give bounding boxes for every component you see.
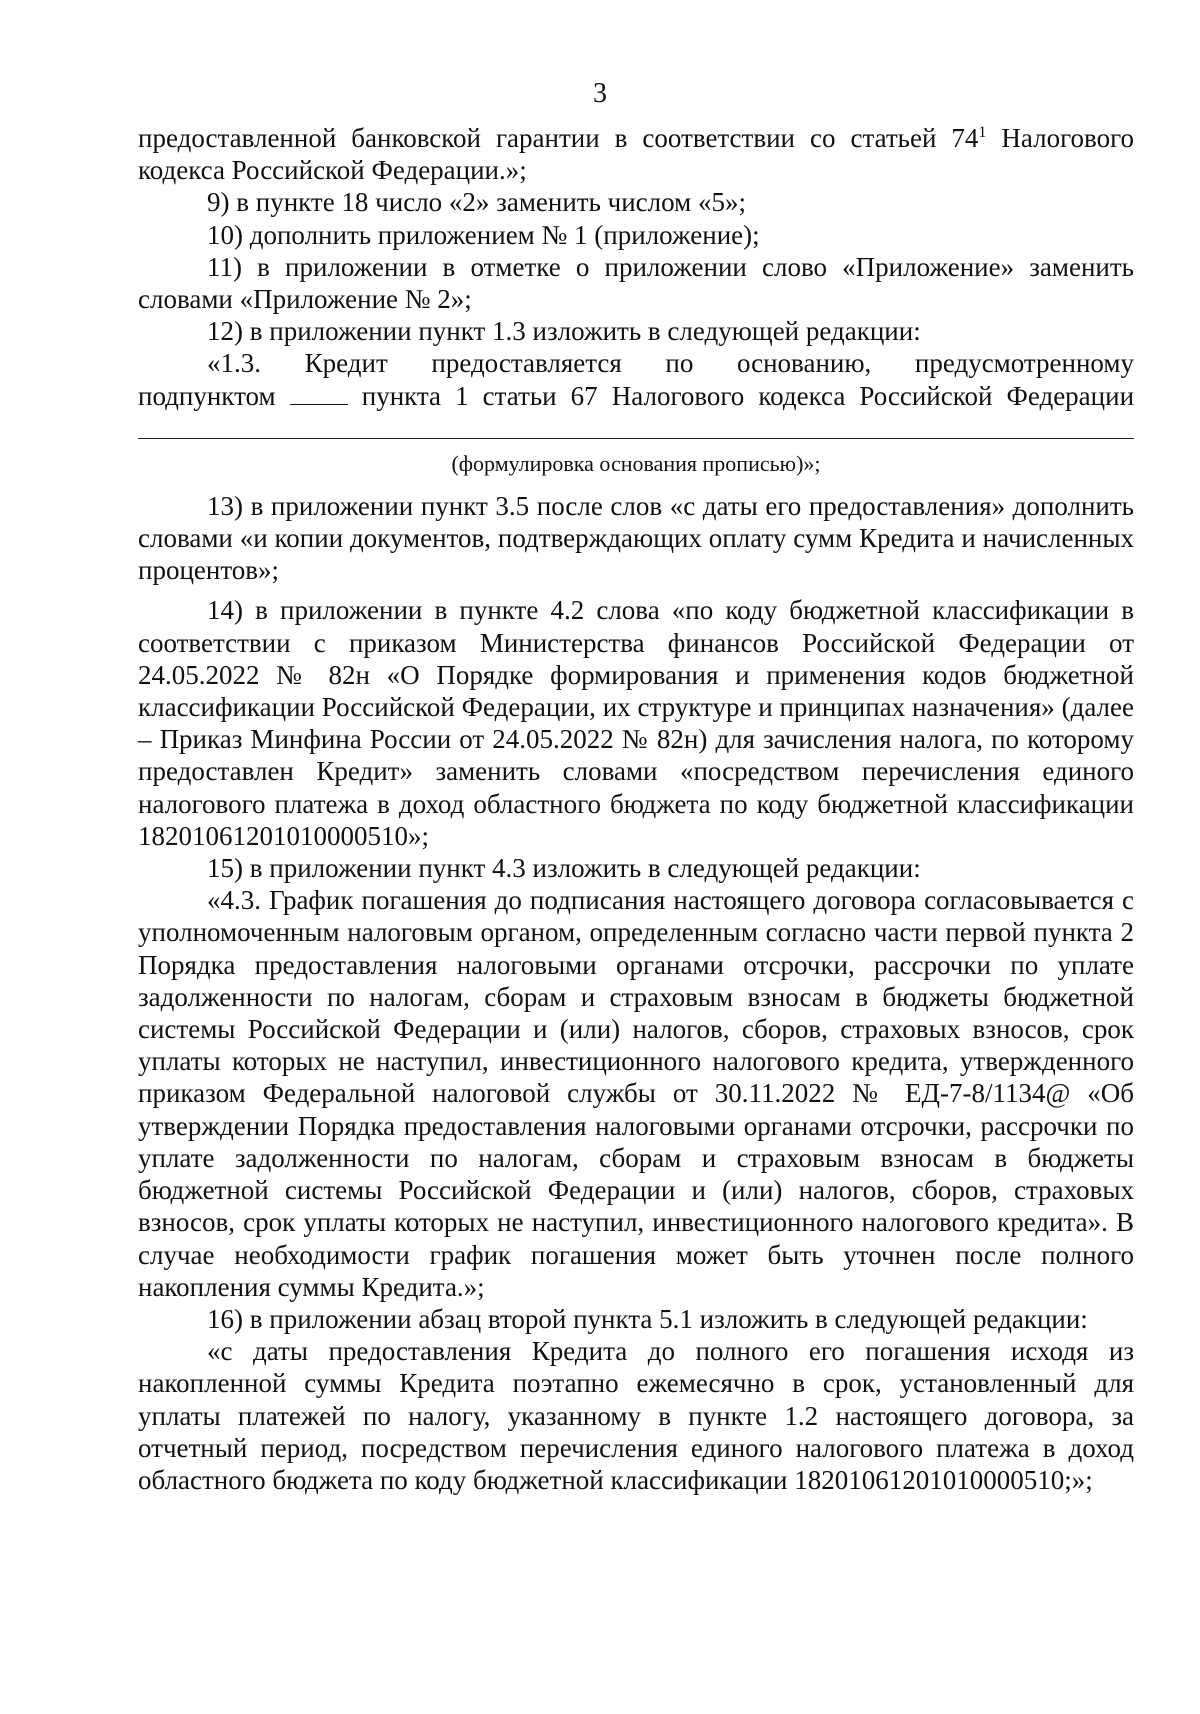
item-13: 13) в приложении пункт 3.5 после слов «с даты его предоставления» дополнить словами «и копии документов, подтверждающих оплату сумм Кредита и начисленных процентов»; bbox=[138, 490, 1134, 586]
paragraph-text: предоставленной банковской гарантии в соответствии со статьей 74 bbox=[138, 123, 979, 153]
blank-field bbox=[290, 384, 348, 405]
item-9: 9) в пункте 18 число «2» заменить числом «5»; bbox=[207, 187, 746, 218]
fill-in-caption: (формулировка основания прописью)»; bbox=[451, 450, 821, 476]
paragraph-text: Налогового кодекса Российской Федерации.»; bbox=[138, 123, 1134, 186]
quote-1-3-line-1: «1.3. Кредит предоставляется по основанию, предусмотренному bbox=[207, 348, 1134, 379]
item-14: 14) в приложении в пункте 4.2 слова «по коду бюджетной классификации в соответствии с приказом Министерства финансов Российской Федерации от 24.05.2022 № 82н «О Порядке формирования и применения кодов бюджетной классификации Российской Федерации, их структуре и принципах назначения» (далее – Приказ Минфина России от 24.05.2022 № 82н) для зачисления налога, по которому предоставлен Кредит» заменить словами «посредством перечисления единого налогового платежа в доход областного бюджета по коду бюджетной классификации 18201061201010000510»; bbox=[138, 595, 1134, 851]
document-body bbox=[138, 122, 1134, 1496]
page-number: 3 bbox=[593, 78, 607, 109]
paragraph-continuation bbox=[138, 122, 1134, 186]
fill-in-line bbox=[138, 412, 1134, 439]
quote-4-3: «4.3. График погашения до подписания настоящего договора согласовывается с уполномоченным налоговым органом, определенным согласно части первой пункта 2 Порядка предоставления налоговыми органами отсрочки, рассрочки по уплате задолженности по налогам, сборам и страховым взносам в бюджеты бюджетной системы Российской Федерации и (или) налогов, сборов, страховых взносов, срок уплаты которых не наступил, инвестиционного налогового кредита, утвержденного приказом Федеральной налоговой службы от 30.11.2022 № ЕД-7-8/1134@ «Об утверждении Порядка предоставления налоговыми органами отсрочки, рассрочки по уплате задолженности по налогам, сборам и страховым взносам в бюджеты бюджетной системы Российской Федерации и (или) налогов, сборов, страховых взносов, срок уплаты которых не наступил, инвестиционного налогового кредита». В случае необходимости график погашения может быть уточнен после полного накопления суммы Кредита.»; bbox=[138, 885, 1134, 1302]
item-15: 15) в приложении пункт 4.3 изложить в следующей редакции: bbox=[207, 853, 921, 884]
spacer bbox=[138, 586, 1134, 594]
item-16: 16) в приложении абзац второй пункта 5.1 изложить в следующей редакции: bbox=[207, 1303, 1088, 1334]
quote-text: пункта 1 статьи 67 Налогового кодекса Российской Федерации bbox=[361, 380, 1135, 411]
superscript: 1 bbox=[978, 124, 987, 141]
quote-1-3-line-2 bbox=[138, 380, 1134, 412]
item-11: 11) в приложении в отметке о приложении слово «Приложение» заменить словами «Приложение № 2»; bbox=[138, 251, 1134, 315]
quote-text: подпунктом bbox=[138, 380, 276, 411]
item-12: 12) в приложении пункт 1.3 изложить в следующей редакции: bbox=[207, 316, 921, 347]
item-10: 10) дополнить приложением № 1 (приложение); bbox=[207, 219, 760, 250]
quote-5-1: «с даты предоставления Кредита до полного его погашения исходя из накопленной суммы Кредита поэтапно ежемесячно в срок, установленный для уплаты платежей по налогу, указанному в пункте 1.2 настоящего договора, за отчетный период, посредством перечисления единого налогового платежа в доход областного бюджета по коду бюджетной классификации 18201061201010000510;»; bbox=[138, 1336, 1134, 1495]
